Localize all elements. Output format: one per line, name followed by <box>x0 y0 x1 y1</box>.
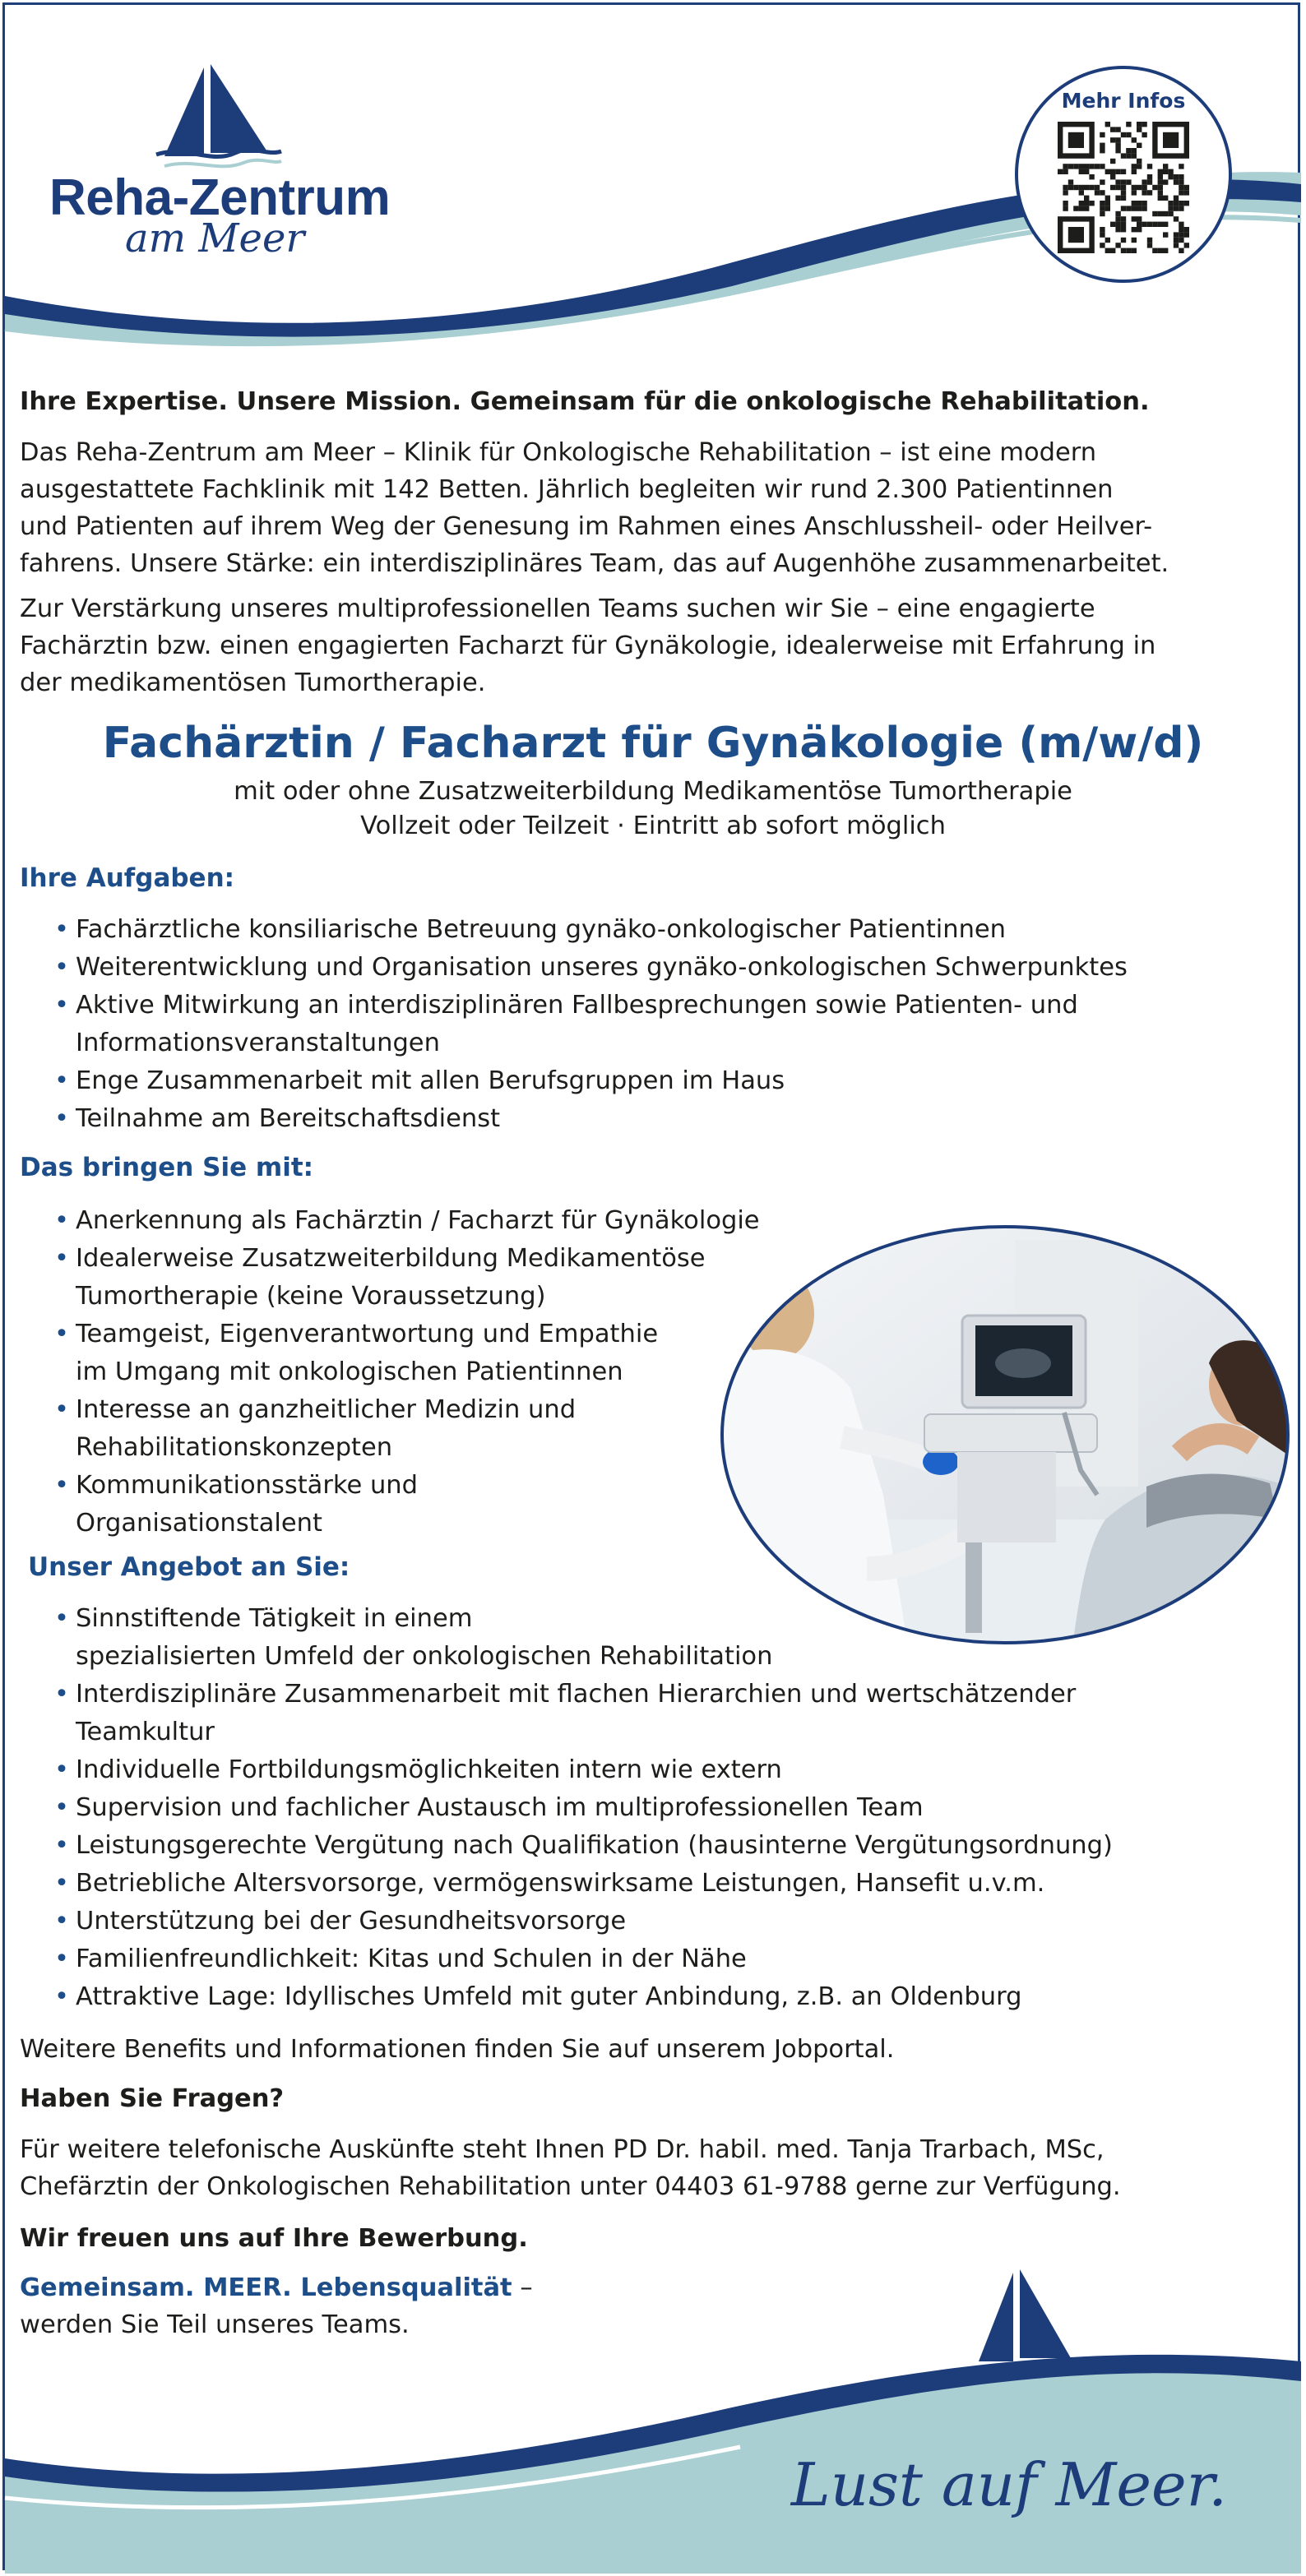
list-item: • Weiterentwicklung und Organisation unseres gynäko-onkologischen Schwerpunktes <box>54 949 1128 987</box>
job-subtitle-1: mit oder ohne Zusatzweiterbildung Medikamentöse Tumortherapie <box>234 777 1072 806</box>
list-item: • Betriebliche Altersvorsorge, vermögenswirksame Leistungen, Hansefit u.v.m. <box>54 1865 1113 1903</box>
list-item: • Idealerweise Zusatzweiterbildung Medikamentöse Tumortherapie (keine Voraussetzung) <box>54 1240 760 1316</box>
sailboat-icon <box>153 64 285 171</box>
qr-label: Mehr Infos <box>1061 89 1186 113</box>
list-item: • Kommunikationsstärke und Organisationstalent <box>54 1467 760 1542</box>
list-item: • Individuelle Fortbildungsmöglichkeiten intern wie extern <box>54 1751 1113 1789</box>
section-heading-angebot: Unser Angebot an Sie: <box>28 1552 350 1582</box>
list-item: • Anerkennung als Fachärztin / Facharzt für Gynäkologie <box>54 1202 760 1240</box>
brand-subline: am Meer <box>125 215 305 261</box>
contact-paragraph: Für weitere telefonische Auskünfte steht Ihnen PD Dr. habil. med. Tanja Trarbach, MSc, Chefärztin der Onkologischen Rehabilitation unter 04403 61-9788 gerne zur Verfügung. <box>20 2135 1121 2201</box>
questions-heading: Haben Sie Fragen? <box>20 2084 285 2113</box>
motto-line-2: werden Sie Teil unseres Teams. <box>20 2310 410 2339</box>
list-item: • Enge Zusammenarbeit mit allen Berufsgruppen im Haus <box>54 1062 1128 1100</box>
ultrasound-photo <box>719 1223 1291 1646</box>
section-heading-aufgaben: Ihre Aufgaben: <box>20 863 235 893</box>
angebot-list <box>54 1600 1113 2016</box>
qr-code-icon[interactable] <box>1058 122 1189 253</box>
motto-bold: Gemeinsam. MEER. Lebensqualität <box>20 2273 512 2302</box>
list-item: • Supervision und fachlicher Austausch im multiprofessionellen Team <box>54 1789 1113 1827</box>
job-title: Fachärztin / Facharzt für Gynäkologie (m/w/d) <box>102 719 1204 768</box>
motto-dash: – <box>512 2273 533 2302</box>
list-item: • Aktive Mitwirkung an interdisziplinären Fallbesprechungen sowie Patienten- und Informationsveranstaltungen <box>54 987 1128 1062</box>
thanks-line: Wir freuen uns auf Ihre Bewerbung. <box>20 2224 528 2253</box>
intro-paragraph-1: Das Reha-Zentrum am Meer – Klinik für Onkologische Rehabilitation – ist eine modern ausgestattete Fachklinik mit 142 Betten. Jährlich begleiten wir rund 2.300 Patientinnen und Patienten auf ihrem Weg der Genesung im Rahmen eines Anschlussheil- oder Heilver- fahrens. Unsere Stärke: ein interdisziplinäres Team, das auf Augenhöhe zusammenarbeitet. <box>20 438 1169 578</box>
section-heading-profil: Das bringen Sie mit: <box>20 1153 314 1182</box>
list-item: • Teilnahme am Bereitschaftsdienst <box>54 1100 1128 1138</box>
list-item: • Familienfreundlichkeit: Kitas und Schulen in der Nähe <box>54 1940 1113 1978</box>
list-item: • Sinnstiftende Tätigkeit in einem spezialisierten Umfeld der onkologischen Rehabilitation <box>54 1600 1113 1676</box>
intro-lead: Ihre Expertise. Unsere Mission. Gemeinsam für die onkologische Rehabilitation. <box>20 387 1150 416</box>
list-item: • Interdisziplinäre Zusammenarbeit mit flachen Hierarchien und wertschätzender Teamkultur <box>54 1676 1113 1751</box>
list-item: • Teamgeist, Eigenverantwortung und Empathie im Umgang mit onkologischen Patientinnen <box>54 1316 760 1391</box>
list-item: • Leistungsgerechte Vergütung nach Qualifikation (hausinterne Vergütungsordnung) <box>54 1827 1113 1865</box>
profil-list <box>54 1202 760 1542</box>
list-item: • Fachärztliche konsiliarische Betreuung gynäko-onkologischer Patientinnen <box>54 911 1128 949</box>
list-item: • Interesse an ganzheitlicher Medizin und Rehabilitationskonzepten <box>54 1391 760 1467</box>
list-item: • Attraktive Lage: Idyllisches Umfeld mit guter Anbindung, z.B. an Oldenburg <box>54 1978 1113 2016</box>
brand-name: Reha-Zentrum <box>49 169 391 226</box>
benefits-line: Weitere Benefits und Informationen finden Sie auf unserem Jobportal. <box>20 2035 895 2064</box>
list-item: • Unterstützung bei der Gesundheitsvorsorge <box>54 1903 1113 1940</box>
intro-paragraph-2: Zur Verstärkung unseres multiprofessionellen Teams suchen wir Sie – eine engagierte Fachärztin bzw. einen engagierten Facharzt für Gynäkologie, idealerweise mit Erfahrung in der medikamentösen Tumortherapie. <box>20 594 1156 697</box>
aufgaben-list <box>54 911 1128 1138</box>
slogan: Lust auf Meer. <box>790 2450 1227 2519</box>
job-subtitle-2: Vollzeit oder Teilzeit · Eintritt ab sofort möglich <box>360 812 946 840</box>
footer-waves <box>0 2253 1306 2576</box>
